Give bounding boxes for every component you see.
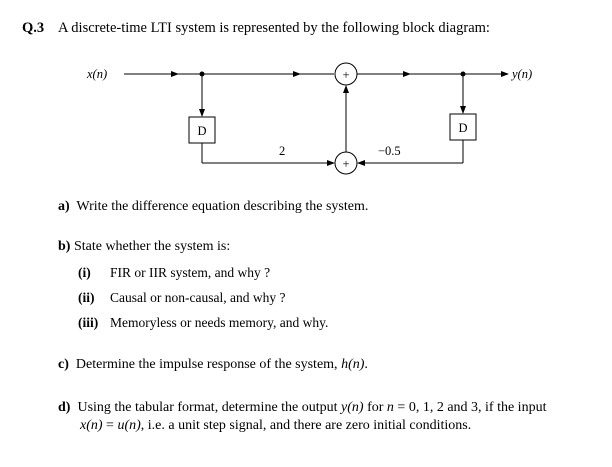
part-c-letter: c)	[58, 357, 69, 372]
input-label: x(n)	[87, 67, 108, 81]
question-number: Q.3	[22, 20, 45, 36]
part-d-line2-text: , i.e. a unit step signal, and there are zero initial conditions.	[140, 418, 472, 433]
part-c	[58, 357, 368, 373]
part-b-item-3	[78, 315, 329, 331]
part-a-letter: a)	[58, 199, 70, 214]
part-a-text: Write the difference equation describing the system.	[76, 199, 369, 214]
part-b-item-3-num: (iii)	[78, 315, 99, 330]
part-a	[58, 199, 368, 215]
part-b-item-1-num: (i)	[78, 265, 91, 280]
part-c-hn: h(n)	[341, 357, 365, 372]
part-b-item-2-num: (ii)	[78, 290, 95, 305]
part-d-eq: =	[102, 418, 118, 433]
part-d-letter: d)	[58, 400, 71, 415]
part-c-text: Determine the impulse response of the system,	[75, 357, 342, 372]
part-b-item-3-text: Memoryless or needs memory, and why.	[110, 315, 329, 330]
gain-left-label: 2	[279, 144, 286, 158]
part-d-line1-c: = 0, 1, 2 and 3, if the input	[393, 400, 547, 415]
part-d-yn: y(n)	[341, 400, 364, 415]
delay-label-right: D	[458, 121, 468, 135]
part-d-n: n	[386, 400, 394, 415]
part-d-line2	[80, 418, 471, 434]
part-b-letter: b)	[58, 239, 71, 254]
part-d-un: u(n)	[117, 418, 141, 433]
part-b-item-2-text: Causal or non-causal, and why ?	[110, 290, 286, 305]
gain-right-label: −0.5	[378, 144, 401, 158]
part-d-line1-b: for	[363, 400, 387, 415]
part-b	[58, 239, 230, 255]
adder-top-symbol: +	[342, 68, 350, 82]
part-b-item-2	[78, 290, 286, 306]
part-d-xn: x(n)	[80, 418, 103, 433]
part-b-text: State whether the system is:	[73, 239, 231, 254]
output-label: y(n)	[512, 67, 533, 81]
part-b-item-1-text: FIR or IIR system, and why ?	[110, 265, 271, 280]
part-c-end: .	[364, 357, 368, 372]
question-title: A discrete-time LTI system is represented by the following block diagram:	[58, 20, 490, 36]
part-d-line1-a: Using the tabular format, determine the output	[77, 400, 342, 415]
part-d	[58, 400, 546, 416]
adder-bottom-symbol: +	[342, 157, 350, 171]
part-b-item-1	[78, 265, 271, 281]
delay-label-left: D	[197, 124, 207, 138]
